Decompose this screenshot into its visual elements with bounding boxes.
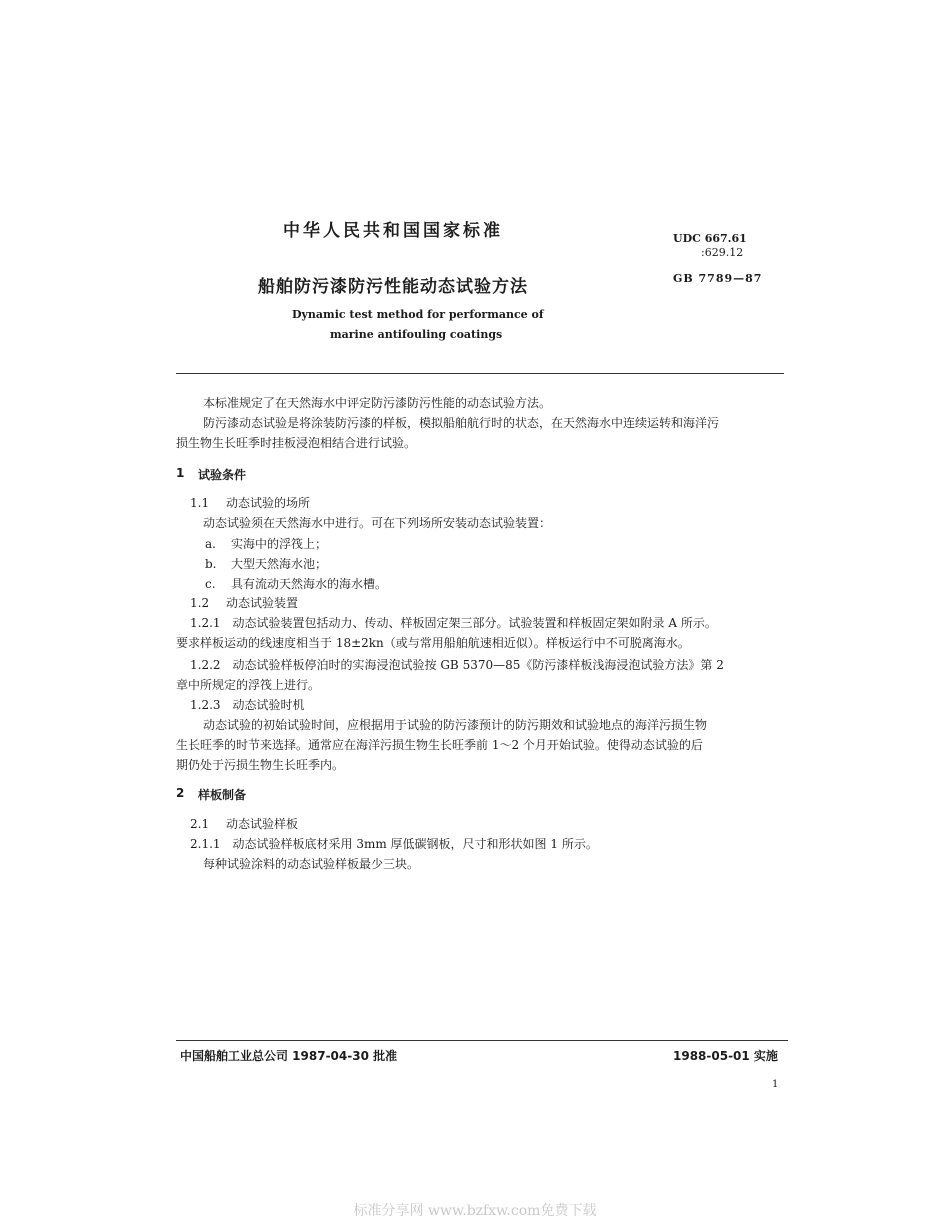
section-2-title: 样板制备 <box>198 788 247 802</box>
clause-1-1-number: 1.1 <box>190 496 210 510</box>
list-item-a-text: 实海中的浮筏上； <box>231 537 328 551</box>
page-number: 1 <box>772 1079 779 1090</box>
footer-divider <box>176 1040 788 1041</box>
clause-1-2-3-paragraph-line2: 生长旺季的时节来选择。通常应在海洋污损生物生长旺季前 1～2 个月开始试验。使得动态试验的后 <box>176 738 703 752</box>
document-title-chinese: 船舶防污漆防污性能动态试验方法 <box>258 277 528 297</box>
section-2-number: 2 <box>176 786 185 800</box>
intro-paragraph-2-line1: 防污漆动态试验是将涂装防污漆的样板，模拟船舶航行时的状态，在天然海水中连续运转和海洋污 <box>203 416 720 430</box>
clause-1-2-1-line1: 1.2.1 动态试验装置包括动力、传动、样板固定架三部分。试验装置和样板固定架如附录 A 所示。 <box>190 616 717 630</box>
clause-1-2-2-line1: 1.2.2 动态试验样板停泊时的实海浸泡试验按 GB 5370—85《防污漆样板浅海浸泡试验方法》第 2 <box>190 658 724 672</box>
clause-1-2-number: 1.2 <box>190 596 210 610</box>
clause-1-2-2-line2: 章中所规定的浮筏上进行。 <box>176 678 321 692</box>
clause-1-2-3-paragraph-line3: 期仍处于污损生物生长旺季内。 <box>176 758 345 772</box>
header-divider <box>176 373 784 374</box>
udc-code-continued: :629.12 <box>701 246 744 259</box>
gb-standard-number: GB 7789—87 <box>673 272 763 285</box>
list-item-c-label: c. <box>205 577 216 591</box>
clause-1-2-3-paragraph-line1: 动态试验的初始试验时间，应根据用于试验的防污漆预计的防污期效和试验地点的海洋污损生物 <box>203 718 708 732</box>
watermark: 标准分享网 www.bzfxw.com免费下载 <box>353 1203 597 1219</box>
document-title-english-line2: marine antifouling coatings <box>330 328 503 341</box>
clause-1-2-title: 动态试验装置 <box>226 596 299 610</box>
clause-2-1-1: 2.1.1 动态试验样板底材采用 3mm 厚低碳钢板，尺寸和形状如图 1 所示。 <box>190 837 598 851</box>
list-item-a-label: a. <box>205 537 216 551</box>
clause-1-1-text: 动态试验须在天然海水中进行。可在下列场所安装动态试验装置： <box>203 516 552 530</box>
clause-1-2-3: 1.2.3 动态试验时机 <box>190 698 305 712</box>
udc-code: UDC 667.61 <box>673 232 747 245</box>
clause-2-1-title: 动态试验样板 <box>226 817 299 831</box>
issuer-approval: 中国船舶工业总公司 1987-04-30 批准 <box>180 1049 398 1063</box>
section-1-number: 1 <box>176 466 185 480</box>
intro-paragraph-1: 本标准规定了在天然海水中评定防污漆防污性能的动态试验方法。 <box>203 396 552 410</box>
document-title-english-line1: Dynamic test method for performance of <box>292 308 544 321</box>
clause-1-2-1-line2: 要求样板运动的线速度相当于 18±2kn（或与常用船舶航速相近似）。样板运行中不可脱离海水。 <box>176 636 690 650</box>
clause-1-1-title: 动态试验的场所 <box>226 496 311 510</box>
list-item-b-label: b. <box>205 557 217 571</box>
national-standard-heading: 中华人民共和国国家标准 <box>283 221 503 241</box>
intro-paragraph-2-line2: 损生物生长旺季时挂板浸泡相结合进行试验。 <box>176 436 417 450</box>
section-1-title: 试验条件 <box>198 468 247 482</box>
effective-date: 1988-05-01 实施 <box>673 1049 778 1063</box>
clause-2-1-1-paragraph: 每种试验涂料的动态试验样板最少三块。 <box>203 857 420 871</box>
clause-2-1-number: 2.1 <box>190 817 210 831</box>
list-item-b-text: 大型天然海水池； <box>231 557 328 571</box>
list-item-c-text: 具有流动天然海水的海水槽。 <box>231 577 388 591</box>
